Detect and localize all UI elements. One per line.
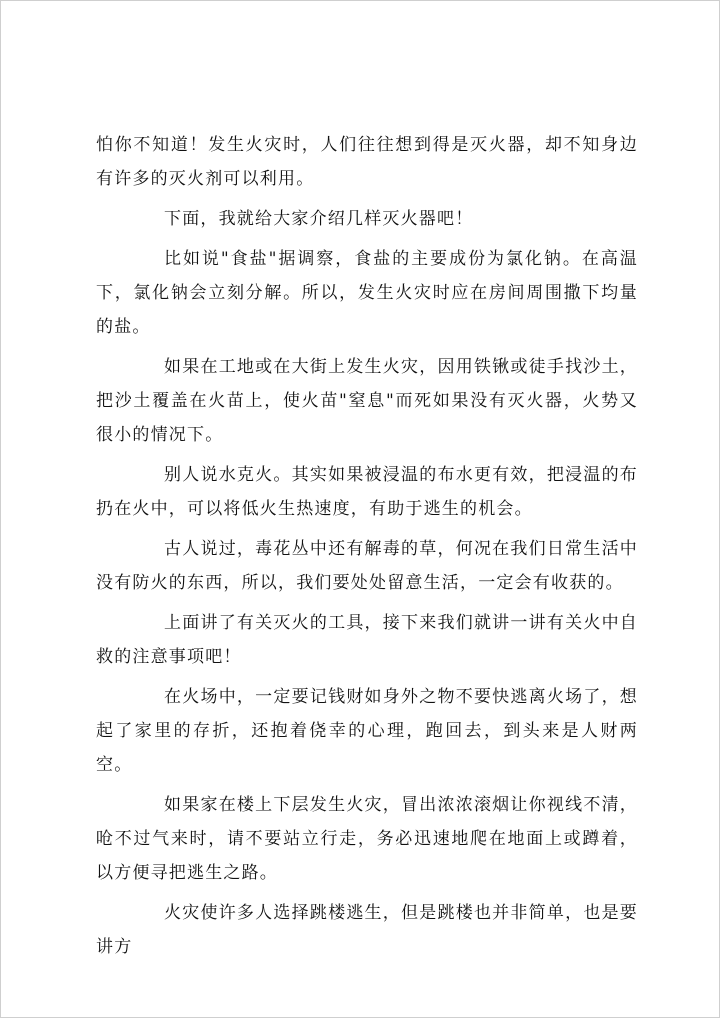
paragraph-5: 别人说水克火。其实如果被浸温的布水更有效，把浸温的布扔在火中，可以将低火生热速度，有助于逃生的机会。	[96, 465, 638, 519]
paragraph-2: 下面，我就给大家介绍几样灭火器吧！	[164, 209, 474, 229]
document-body	[96, 128, 638, 964]
paragraph-7: 上面讲了有关灭火的工具，接下来我们就讲一讲有关火中自救的注意事项吧！	[96, 613, 638, 667]
paragraph-8: 在火场中，一定要记钱财如身外之物不要快逃离火场了，想起了家里的存折，还抱着侥幸的心理，跑回去，到头来是人财两空。	[96, 687, 638, 775]
paragraph-9: 如果家在楼上下层发生火灾，冒出浓浓滚烟让你视线不清，呛不过气来时，请不要站立行走，务必迅速地爬在地面上或蹲着，以方便寻把逃生之路。	[96, 795, 638, 883]
paragraph-10: 火灾使许多人选择跳楼逃生，但是跳楼也并非简单，也是要讲方	[96, 903, 638, 957]
paragraph-6: 古人说过，毒花丛中还有解毒的草，何况在我们日常生活中没有防火的东西，所以，我们要处处留意生活，一定会有收获的。	[96, 539, 638, 593]
paragraph-3: 比如说"食盐"据调察，食盐的主要成份为氯化钠。在高温下，氯化钠会立刻分解。所以，发生火灾时应在房间周围撒下均量的盐。	[96, 249, 638, 337]
paragraph-1: 怕你不知道！发生火灾时，人们往往想到得是灭火器，却不知身边有许多的灭火剂可以利用。	[96, 135, 638, 189]
paragraph-4: 如果在工地或在大街上发生火灾，因用铁锹或徒手找沙土，把沙土覆盖在火苗上，使火苗"窒息"而死如果没有灭火器，火势又很小的情况下。	[96, 357, 638, 445]
